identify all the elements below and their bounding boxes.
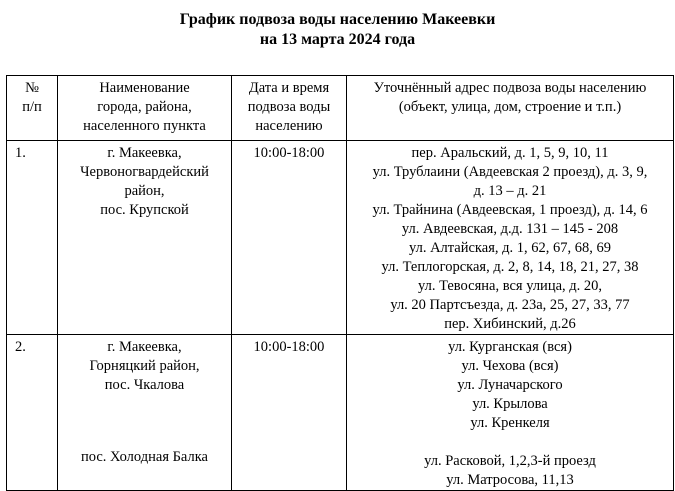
row-num: 1. — [7, 141, 58, 335]
row-time: 10:00-18:00 — [232, 335, 347, 491]
row-time: 10:00-18:00 — [232, 141, 347, 335]
header-address: Уточнённый адрес подвоза воды населению (объект, улица, дом, строение и т.п.) — [347, 76, 674, 141]
header-city: Наименование города, района, населенного пункта — [58, 76, 232, 141]
row-address: пер. Аральский, д. 1, 5, 9, 10, 11 ул. Трублаини (Авдеевская 2 проезд), д. 3, 9, д. 13 – д. 21 ул. Трайнина (Авдеевская, 1 проезд), д. 14, 6 ул. Авдеевская, д.д. 131 – 145 - 208 ул. Алтайская, д. 1, 62, 67, 68, 69 ул. Теплогорская, д. 2, 8, 14, 18, 21, 27, 38 ул. Тевосяна, вся улица, д. 20, ул. 20 Партсъезда, д. 23а, 25, 27, 33, 77 пер. Хибинский, д.26 — [347, 141, 674, 335]
header-num: № п/п — [7, 76, 58, 141]
row-city: г. Макеевка, Червоногвардейский район, пос. Крупской — [58, 141, 232, 335]
row-address: ул. Курганская (вся) ул. Чехова (вся) ул. Луначарского ул. Крылова ул. Кренкеля ул. Расковой, 1,2,3-й проезд ул. Матросова, 11,13 — [347, 335, 674, 491]
water-schedule-table — [6, 75, 674, 491]
title-line-2: на 13 марта 2024 года — [259, 31, 416, 48]
table-row — [7, 335, 674, 491]
document-title — [0, 10, 675, 50]
row-num: 2. — [7, 335, 58, 491]
table-header-row — [7, 76, 674, 141]
header-time: Дата и время подвоза воды населению — [232, 76, 347, 141]
spacer — [350, 433, 670, 452]
spacer — [61, 395, 228, 448]
table-row — [7, 141, 674, 335]
row-city: г. Макеевка, Горняцкий район, пос. Чкалова пос. Холодная Балка — [58, 335, 232, 491]
title-line-1: График подвоза воды населению Макеевки — [179, 11, 496, 28]
